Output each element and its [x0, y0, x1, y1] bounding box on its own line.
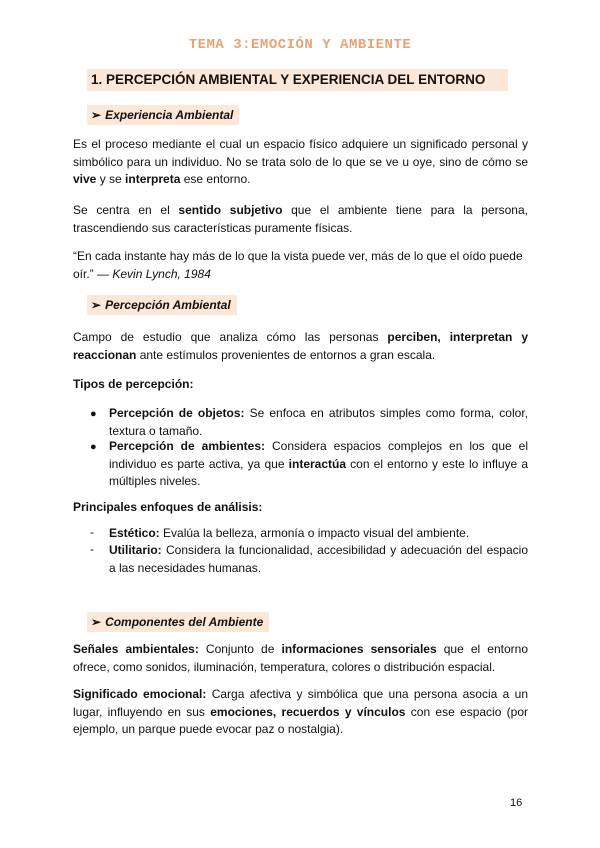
list-item-estetico: Estético: Evalúa la belleza, armonía o impacto visual del ambiente.: [109, 526, 470, 540]
arrow-icon: ➢: [91, 298, 102, 312]
subheading-percepcion: [87, 295, 237, 315]
paragraph-senales: Señales ambientales: Conjunto de informaciones sensoriales que el entorno ofrece, como sonidos, iluminación, temperatura, colores o distribución espacial.: [73, 642, 528, 674]
dash-icon: -: [90, 542, 94, 556]
subheading-label: Componentes del Ambiente: [105, 615, 264, 629]
bullet-icon: ●: [90, 408, 97, 420]
bullet-icon: ●: [90, 441, 97, 453]
paragraph-experiencia-definicion: Es el proceso mediante el cual un espacio físico adquiere un significado personal y simbólico para un individuo. No se trata solo de lo que se ve u oye, sino de cómo se vive y se interpreta ese entorno.: [73, 137, 528, 186]
enfoques-heading: Principales enfoques de análisis:: [73, 500, 263, 514]
arrow-icon: ➢: [91, 108, 102, 122]
page-title: TEMA 3:EMOCIÓN Y AMBIENTE: [188, 37, 412, 53]
subheading-label: Experiencia Ambiental: [105, 108, 234, 122]
arrow-icon: ➢: [91, 615, 102, 629]
section-heading: 1. PERCEPCIÓN AMBIENTAL Y EXPERIENCIA DEL ENTORNO: [87, 69, 508, 91]
subheading-componentes: [87, 612, 269, 632]
subheading-experiencia: [87, 105, 239, 125]
dash-icon: -: [90, 525, 94, 539]
quote-lynch: “En cada instante hay más de lo que la vista puede ver, más de lo que el oído puede oír.” — Kevin Lynch, 1984: [73, 249, 523, 281]
paragraph-experiencia-subjetivo: Se centra en el sentido subjetivo que el ambiente tiene para la persona, trascendiendo sus características puramente físicas.: [73, 203, 528, 235]
list-item-objetos: Percepción de objetos: Se enfoca en atributos simples como forma, color, textura o tamaño.: [109, 406, 528, 438]
list-item-ambientes: Percepción de ambientes: Considera espacios complejos en los que el individuo es parte activa, ya que interactúa con el entorno y este lo influye a múltiples niveles.: [109, 439, 529, 488]
paragraph-significado: Significado emocional: Carga afectiva y simbólica que una persona asocia a un lugar, influyendo en sus emociones, recuerdos y vínculos con ese espacio (por ejemplo, un parque puede evocar paz o nostalgia).: [73, 687, 529, 736]
paragraph-percepcion-definicion: Campo de estudio que analiza cómo las personas perciben, interpretan y reaccionan ante estímulos provenientes de entornos a gran escala.: [73, 330, 529, 362]
list-item-utilitario: Utilitario: Considera la funcionalidad, accesibilidad y adecuación del espacio a las necesidades humanas.: [109, 543, 528, 575]
page-number: 16: [510, 797, 523, 809]
tipos-heading: Tipos de percepción:: [73, 377, 194, 391]
subheading-label: Percepción Ambiental: [105, 298, 231, 312]
